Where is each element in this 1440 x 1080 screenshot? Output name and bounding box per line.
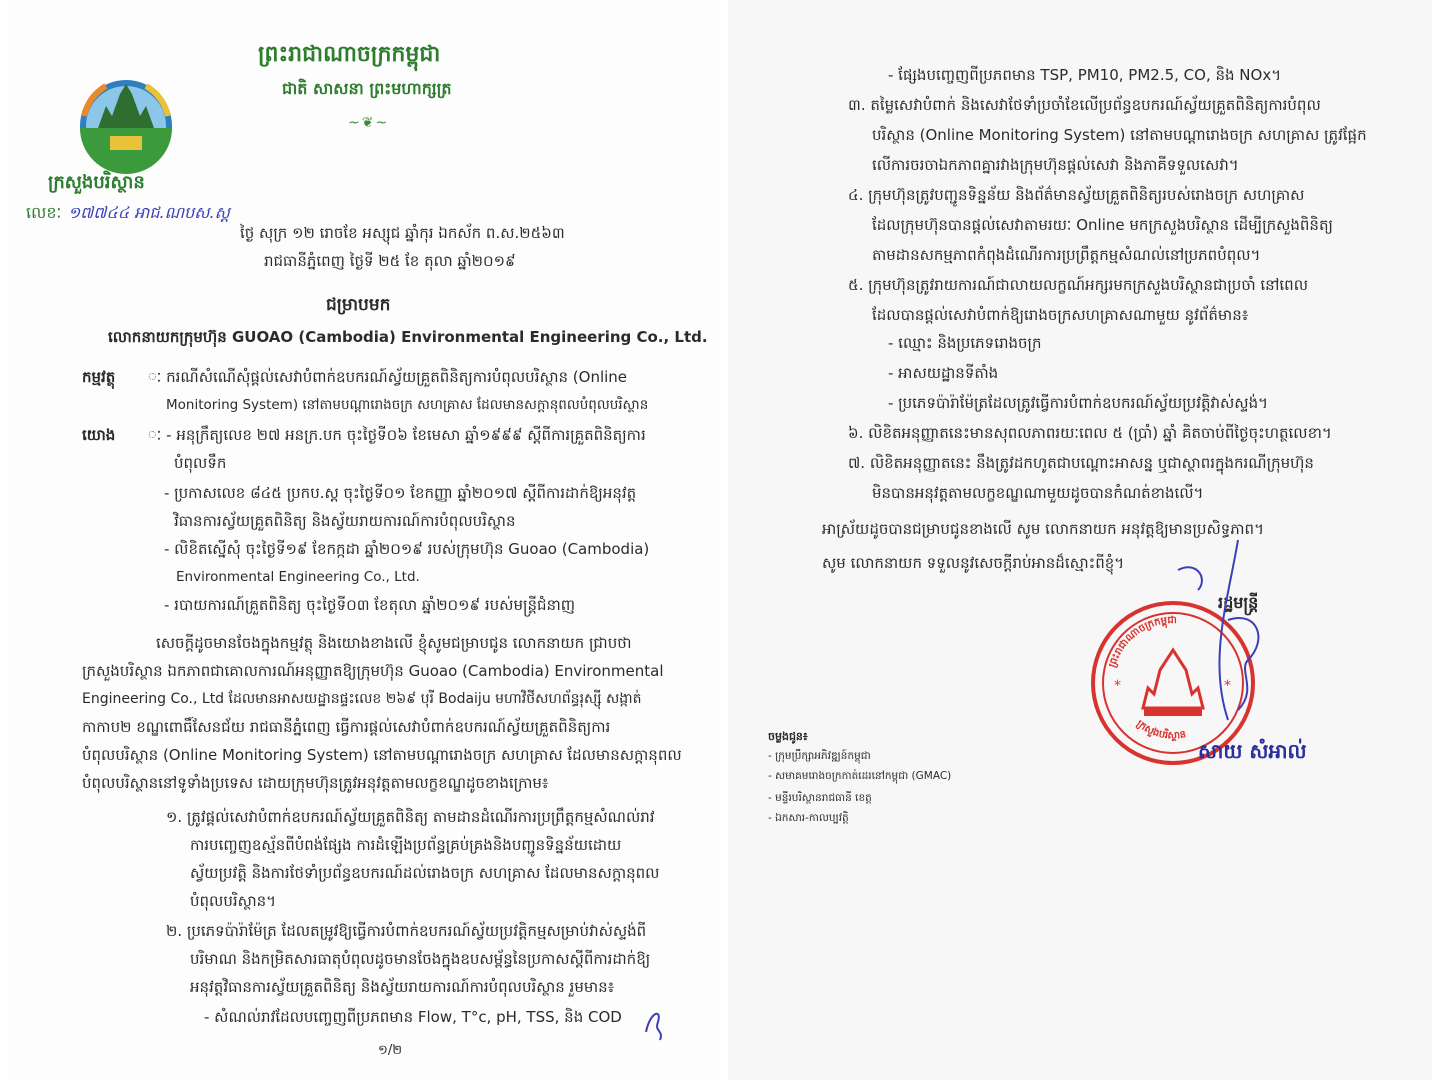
recipient-line: លោកនាយកក្រុមហ៊ុន GUOAO (Cambodia) Environmental Engineering Co., Ltd. <box>108 328 708 346</box>
salutation: ជម្រាបមក <box>326 295 391 315</box>
condition-item: ៤. ក្រុមហ៊ុនត្រូវបញ្ជូនទិន្នន័យ និងព័ត៌មានស្វ័យគ្រួតពិនិត្យរបស់រោងចក្រ សហគ្រាស <box>848 186 1305 204</box>
body-line: សេចក្តីដូចមានចែងក្នុងកម្មវត្ថុ និងយោងខាងលើ ខ្ញុំសូមជម្រាបជូន លោកនាយក ជ្រាបថា <box>156 634 632 652</box>
closing-line: សូម លោកនាយក ទទួលនូវសេចក្តីរាប់អានដ៏ស្មោះពីខ្ញុំ។ <box>822 554 1125 572</box>
reference-line: - លិខិតស្នើសុំ ចុះថ្ងៃទី១៩ ខែកក្កដា ឆ្នាំ២០១៩ របស់ក្រុមហ៊ុន Guoao (Cambodia) <box>164 540 650 558</box>
body-line: បំពុលបរិស្ថាននៅទូទាំងប្រទេស ដោយក្រុមហ៊ុនត្រូវអនុវត្តតាមលក្ខខណ្ឌដូចខាងក្រោម៖ <box>82 774 549 792</box>
condition-item: ១. ត្រូវផ្តល់សេវាបំពាក់ឧបករណ៍ស្វ័យគ្រួតពិនិត្យ តាមដានដំណើរការប្រព្រឹត្តកម្មសំណល់រាវ <box>166 808 655 826</box>
condition-subitem: - ឈ្មោះ និងប្រភេទរោងចក្រ <box>888 334 1042 352</box>
condition-item: ៥. ក្រុមហ៊ុនត្រូវរាយការណ៍ជាលាយលក្ខណ៍អក្សរមកក្រសួងបរិស្ថានជាប្រចាំ នៅពេល <box>848 276 1308 294</box>
stamp-bottom-text: ក្រសួងបរិស្ថាន <box>1134 718 1188 742</box>
condition-item: ៧. លិខិតអនុញ្ញាតនេះ នឹងត្រូវដកហូតជាបណ្តោះអាសន្ន ឬជាស្ថាពរក្នុងករណីក្រុមហ៊ុន <box>848 454 1314 472</box>
condition-item: ៣. តម្លៃសេវាបំពាក់ និងសេវាថែទាំប្រចាំខែលើប្រព័ន្ធឧបករណ៍ស្វ័យគ្រួតពិនិត្យការបំពុល <box>848 96 1321 114</box>
solar-date-line: រាជធានីភ្នំពេញ ថ្ងៃទី ២៥ ខែ តុលា ឆ្នាំ២០១៩ <box>264 252 516 270</box>
signature-mark <box>1168 540 1288 740</box>
body-line: Engineering Co., Ltd ដែលមានអាសយដ្ឋានផ្ទះលេខ ២៦៩ បុរី Bodaiju មហាវិថីសហព័ន្ធរុស្ស៊ី សង្កាត់ <box>82 691 642 707</box>
signer-title: រដ្ឋមន្ត្រី <box>1218 593 1259 612</box>
condition-item: - សំណល់រាវដែលបញ្ចេញពីប្រភពមាន Flow, T°c, pH, TSS, និង COD <box>204 1008 622 1026</box>
condition-item: លើការចរចាឯកភាពគ្នារវាងក្រុមហ៊ុនផ្តល់សេវា និងភាគីទទួលសេវា។ <box>872 156 1239 174</box>
cc-heading: ចម្លងជូន៖ <box>768 730 808 743</box>
page-number: ១/២ <box>378 1043 403 1058</box>
condition-item: ស្វ័យប្រវត្តិ និងការថែទាំប្រព័ន្ធឧបករណ៍ដល់រោងចក្រ សហគ្រាស ដែលមានសក្តានុពល <box>190 864 660 882</box>
svg-text:*: * <box>1114 678 1121 694</box>
body-line: - ផ្សែងបញ្ចេញពីប្រភពមាន TSP, PM10, PM2.5, CO, និង NOx។ <box>888 66 1282 84</box>
reference-line: - របាយការណ៍គ្រួតពិនិត្យ ចុះថ្ងៃទី០៣ ខែតុលា ឆ្នាំ២០១៩ របស់មន្ត្រីជំនាញ <box>164 596 576 614</box>
condition-item: តាមដានសកម្មភាពកំពុងដំណើរការប្រព្រឹត្តកម្មសំណល់នៅប្រភពបំពុល។ <box>872 246 1261 264</box>
reference-line: - ប្រកាសលេខ ៨៤៥ ប្រកប.ស្ត ចុះថ្ងៃទី០១ ខែកញ្ញា ឆ្នាំ២០១៧ ស្តីពីការដាក់ឱ្យអនុវត្ត <box>164 484 637 502</box>
ref-number-value: ១៧៧៤៤ អាជ.ណបស.ស្ត <box>68 203 230 222</box>
subject-line: ៈ ករណីសំណើសុំផ្តល់សេវាបំពាក់ឧបករណ៍ស្វ័យគ្រួតពិនិត្យការបំពុលបរិស្ថាន (Online <box>148 368 628 386</box>
condition-item: ដែលបានផ្តល់សេវាបំពាក់ឱ្យរោងចក្រសហគ្រាសណាមួយ នូវព័ត៌មាន៖ <box>872 306 1249 324</box>
closing-line: អាស្រ័យដូចបានជម្រាបជូនខាងលើ សូម លោកនាយក អនុវត្តឱ្យមានប្រសិទ្ធភាព។ <box>822 520 1264 538</box>
lunar-date-line: ថ្ងៃ សុក្រ ១២ រោចខែ អស្សុជ ឆ្នាំកុរ ឯកស័ក ព.ស.២៥៦៣ <box>240 224 565 242</box>
condition-subitem: - ប្រភេទប៉ារ៉ាម៉ែត្រដែលត្រូវធ្វើការបំពាក់ឧបករណ៍ស្វ័យប្រវត្តិវាស់ស្ទង់។ <box>888 394 1268 412</box>
condition-item: បរិស្ថាន (Online Monitoring System) នៅតាមបណ្តារោងចក្រ សហគ្រាស ត្រូវផ្អែក <box>872 126 1367 144</box>
kingdom-heading: ព្រះរាជាណាចក្រកម្ពុជា <box>258 42 441 67</box>
stamp-top-text: ព្រះរាជាណាចក្រកម្ពុជា <box>1107 614 1177 670</box>
svg-text:*: * <box>1224 678 1231 694</box>
condition-item: មិនបានអនុវត្តតាមលក្ខខណ្ឌណាមួយដូចបានកំណត់ខាងលើ។ <box>872 484 1204 502</box>
condition-item: បំពុលបរិស្ថាន។ <box>190 892 277 910</box>
reference-label: យោង <box>82 426 116 444</box>
motto-heading: ជាតិ សាសនា ព្រះមហាក្សត្រ <box>282 79 452 98</box>
condition-item: អនុវត្តវិធានការស្វ័យគ្រួតពិនិត្យ និងស្វ័យរាយការណ៍ការបំពុលបរិស្ថាន រួមមាន៖ <box>190 978 615 996</box>
body-line: កាកាប២ ខណ្ឌពោធិ៍សែនជ័យ រាជធានីភ្នំពេញ ធ្វើការផ្តល់សេវាបំពាក់ឧបករណ៍ស្វ័យគ្រួតពិនិត្យការ <box>82 718 611 736</box>
reference-line: បំពុលទឹក <box>174 454 227 472</box>
signer-name: សាយ សំអាល់ <box>1198 739 1307 763</box>
subject-label: កម្មវត្ថុ <box>82 368 116 386</box>
ref-number-label: លេខៈ <box>26 203 62 222</box>
condition-item: ៦. លិខិតអនុញ្ញាតនេះមានសុពលភាពរយៈពេល ៥ (ប្រាំ) ឆ្នាំ គិតចាប់ពីថ្ងៃចុះហត្ថលេខា។ <box>848 424 1332 442</box>
condition-subitem: - អាសយដ្ឋានទីតាំង <box>888 364 999 382</box>
ministry-emblem-logo <box>76 76 176 176</box>
initials-mark <box>640 1002 670 1042</box>
subject-line: Monitoring System) នៅតាមបណ្តារោងចក្រ សហគ្រាស ដែលមានសក្តានុពលបំពុលបរិស្ថាន <box>166 397 649 413</box>
condition-item: ការបញ្ចេញឧស្ម័នពីបំពង់ផ្សែង ការដំឡើងប្រព័ន្ធគ្រប់គ្រងនិងបញ្ជូនទិន្នន័យដោយ <box>190 836 622 854</box>
condition-item: ២. ប្រភេទប៉ារ៉ាម៉ែត្រ ដែលតម្រូវឱ្យធ្វើការបំពាក់ឧបករណ៍ស្វ័យប្រវត្តិកម្មសម្រាប់វាស់ស្ទង់ពី <box>166 922 647 940</box>
body-line: ក្រសួងបរិស្ថាន ឯកភាពជាគោលការណ៍អនុញ្ញាតឱ្យក្រុមហ៊ុន Guoao (Cambodia) Environmental <box>82 662 664 680</box>
condition-item: ដែលក្រុមហ៊ុនបានផ្តល់សេវាតាមរយៈ Online មកក្រសួងបរិស្ថាន ដើម្បីក្រសួងពិនិត្យ <box>872 216 1333 234</box>
reference-line: ៈ - អនុក្រឹត្យលេខ ២៧ អនក្រ.បក ចុះថ្ងៃទី០៦ ខែមេសា ឆ្នាំ១៩៩៩ ស្តីពីការគ្រួតពិនិត្យការ <box>148 426 646 444</box>
condition-item: បរិមាណ និងកម្រិតសារធាតុបំពុលដូចមានចែងក្នុងឧបសម្ព័ន្ធនៃប្រកាសស្តីពីការដាក់ឱ្យ <box>190 950 651 968</box>
cc-item: - សមាគមរោងចក្រកាត់ដេរនៅកម្ពុជា (GMAC) <box>768 770 952 782</box>
cc-item: - ក្រុមប្រឹក្សាអភិវឌ្ឍន៍កម្ពុជា <box>768 750 871 762</box>
reference-line: Environmental Engineering Co., Ltd. <box>176 569 420 585</box>
ornament-divider: ~❦~ <box>348 115 390 131</box>
cc-item: - មន្ទីរបរិស្ថានរាជធានី ខេត្ត <box>768 792 872 804</box>
body-line: បំពុលបរិស្ថាន (Online Monitoring System) នៅតាមបណ្តារោងចក្រ សហគ្រាស ដែលមានសក្តានុពល <box>82 746 682 764</box>
letter-page-1 <box>8 0 720 1080</box>
ministry-name: ក្រសួងបរិស្ថាន <box>48 172 145 193</box>
reference-line: វិធានការស្វ័យគ្រួតពិនិត្យ និងស្វ័យរាយការណ៍ការបំពុលបរិស្ថាន <box>174 512 516 530</box>
letter-page-2 <box>728 0 1432 1080</box>
cc-item: - ឯកសារ-កាលប្បវត្តិ <box>768 812 849 824</box>
